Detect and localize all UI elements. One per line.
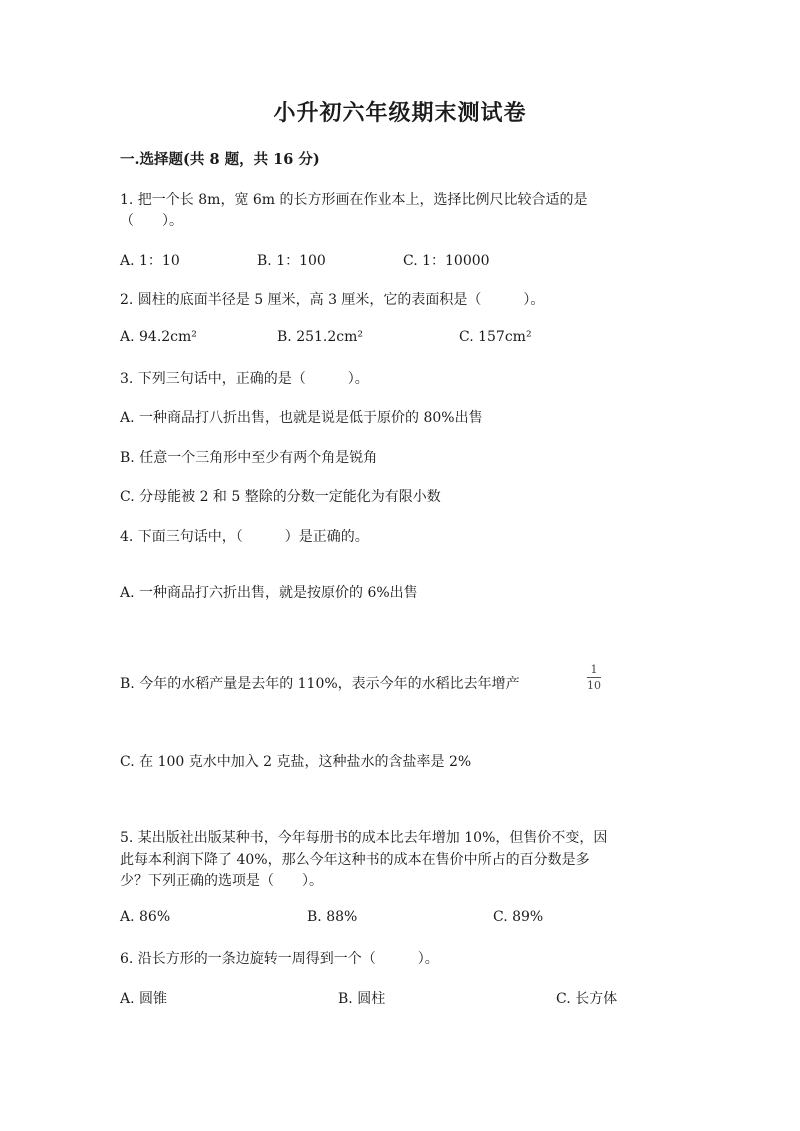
question-3-option-c: C. 分母能被 2 和 5 整除的分数一定能化为有限小数 [120, 489, 441, 505]
question-1-option-c: C. 1：10000 [403, 253, 490, 269]
question-3-option-b: B. 任意一个三角形中至少有两个角是锐角 [120, 450, 378, 466]
section-heading: 一.选择题(共 8 题，共 16 分) [120, 151, 320, 168]
question-6-option-b: B. 圆柱 [338, 991, 386, 1007]
question-4-option-b: B. 今年的水稻产量是去年的 110%，表示今年的水稻比去年增产 [120, 676, 520, 692]
question-5-option-a: A. 86% [120, 909, 171, 925]
fraction-denominator: 10 [587, 679, 601, 692]
question-6-option-a: A. 圆锥 [120, 991, 168, 1007]
question-5-option-b: B. 88% [307, 909, 358, 925]
question-2-option-a: A. 94.2cm² [120, 329, 197, 345]
question-6-line-1: 6. 沿长方形的一条边旋转一周得到一个（ ）。 [120, 951, 439, 967]
question-5-line-1: 5. 某出版社出版某种书，今年每册书的成本比去年增加 10%，但售价不变，因 [120, 830, 608, 846]
page-title: 小升初六年级期末测试卷 [273, 100, 527, 126]
question-4-line-1: 4. 下面三句话中，（ ）是正确的。 [120, 529, 369, 545]
question-1-option-b: B. 1：100 [257, 253, 326, 269]
fraction-one-tenth [584, 664, 604, 691]
question-3-line-1: 3. 下列三句话中，正确的是（ ）。 [120, 371, 369, 387]
question-1-line-2: （ ）。 [120, 213, 183, 229]
question-2-line-1: 2. 圆柱的底面半径是 5 厘米，高 3 厘米，它的表面积是（ ）。 [120, 292, 545, 308]
question-2-option-b: B. 251.2cm² [277, 329, 363, 345]
question-1-line-1: 1. 把一个长 8m，宽 6m 的长方形画在作业本上，选择比例尺比较合适的是 [120, 192, 588, 208]
question-2-option-c: C. 157cm² [459, 329, 532, 345]
question-6-option-c: C. 长方体 [556, 991, 618, 1007]
question-5-option-c: C. 89% [493, 909, 544, 925]
question-4-option-a: A. 一种商品打六折出售，就是按原价的 6%出售 [120, 585, 418, 601]
fraction-bar [587, 677, 601, 678]
question-5-line-2: 此每本利润下降了 40%，那么今年这种书的成本在售价中所占的百分数是多 [120, 852, 590, 868]
question-5-line-3: 少？下列正确的选项是（ ）。 [120, 873, 323, 889]
question-3-option-a: A. 一种商品打八折出售，也就是说是低于原价的 80%出售 [120, 410, 483, 426]
question-1-option-a: A. 1：10 [120, 253, 180, 269]
fraction-numerator: 1 [590, 663, 598, 676]
question-4-option-c: C. 在 100 克水中加入 2 克盐，这种盐水的含盐率是 2% [120, 754, 472, 770]
